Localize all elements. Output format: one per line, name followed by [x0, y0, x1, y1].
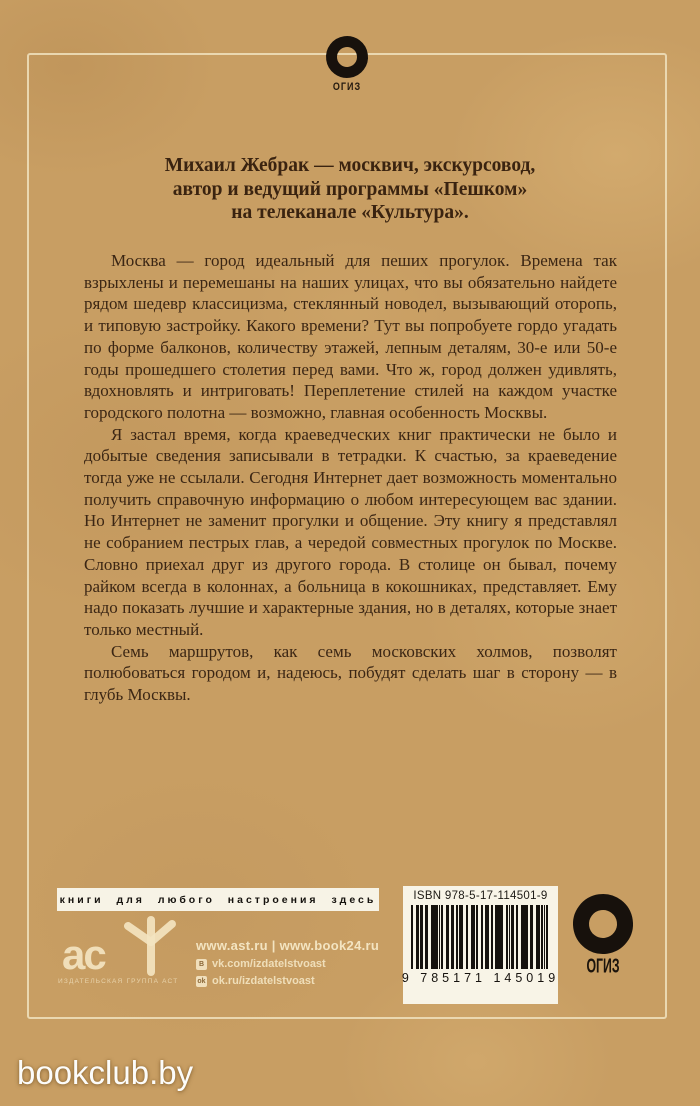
- slogan-strip: книги для любого настроения здесь: [57, 888, 379, 911]
- heading-line: на телеканале «Культура».: [231, 202, 469, 223]
- annotation-paragraph: Семь маршрутов, как семь московских холмов, позволят полюбоваться городом и, надеюсь, побудят сделать шаг в сторону — в глубь Москвы.: [84, 641, 617, 705]
- ok-link-text: ok.ru/izdatelstvoast: [212, 975, 315, 987]
- vk-link-text: vk.com/izdatelstvoast: [212, 958, 326, 970]
- isbn-barcode-box: [403, 886, 558, 1004]
- author-heading: [70, 154, 630, 225]
- ok-icon: ok: [197, 977, 206, 985]
- ast-logo: [58, 912, 188, 992]
- annotation-paragraph: Я застал время, когда краеведческих книг практически не было и добытые сведения записывали в тетрадки. К счастью, за краеведение тогда уже не ссылали. Сегодня Интернет дает возможность моментально получить справочную информацию о любом интересующем вас здании. Но Интернет не заменит прогулки и общение. Эту книгу я представлял не собранием пестрых глав, а чередой совместных прогулок по Москве. Словно приехал друг из другого города. В столице он бывал, почему райком всегда в колоннах, а больница в кокошниках, представляет. Ему надо показать лучшие и характерные здания, но в деталях, которые знает только местный.: [84, 424, 617, 639]
- ast-person-icon: [118, 912, 180, 978]
- site-watermark: bookclub.by: [17, 1054, 194, 1091]
- annotation-text: [84, 250, 617, 706]
- vk-link-row: [196, 958, 379, 970]
- isbn-label: ISBN 978-5-17-114501-9: [413, 890, 548, 902]
- barcode-icon: [411, 905, 550, 969]
- heading-line: Михаил Жебрак — москвич, экскурсовод,: [164, 155, 536, 176]
- ogiz-logo-label: ОГИЗ: [332, 79, 362, 93]
- annotation-paragraph: Москва — город идеальный для пеших прогулок. Времена так взрыхлены и перемешаны на наших улицах, что вы обязательно найдете рядом шедевр классицизма, стеклянный новодел, вызывающий оторопь, и типовую застройку. Какого времени? Тут вы попробуете гордо угадать по форме балконов, количеству этажей, лепным деталям, 30-е или 50-е годы прошедшего столетия перед вами. Что ж, город должен удивлять, вдохновлять и интриговать! Переплетение стилей на каждом участке городского полотна — возможно, главная особенность Москвы.: [84, 251, 617, 422]
- publisher-links: [196, 938, 379, 987]
- ast-caption: ИЗДАТЕЛЬСКАЯ ГРУППА АСТ: [58, 978, 179, 985]
- ogiz-logo-label: ОГИЗ: [586, 955, 620, 978]
- heading-line: автор и ведущий программы «Пешком»: [172, 178, 528, 200]
- ast-logo-letters: ас: [62, 931, 105, 978]
- barcode-digits: 9 785171 145019: [401, 971, 560, 985]
- websites-text: www.ast.ru | www.book24.ru: [196, 938, 380, 953]
- vk-icon: B: [196, 959, 207, 970]
- ok-link-row: [196, 975, 379, 987]
